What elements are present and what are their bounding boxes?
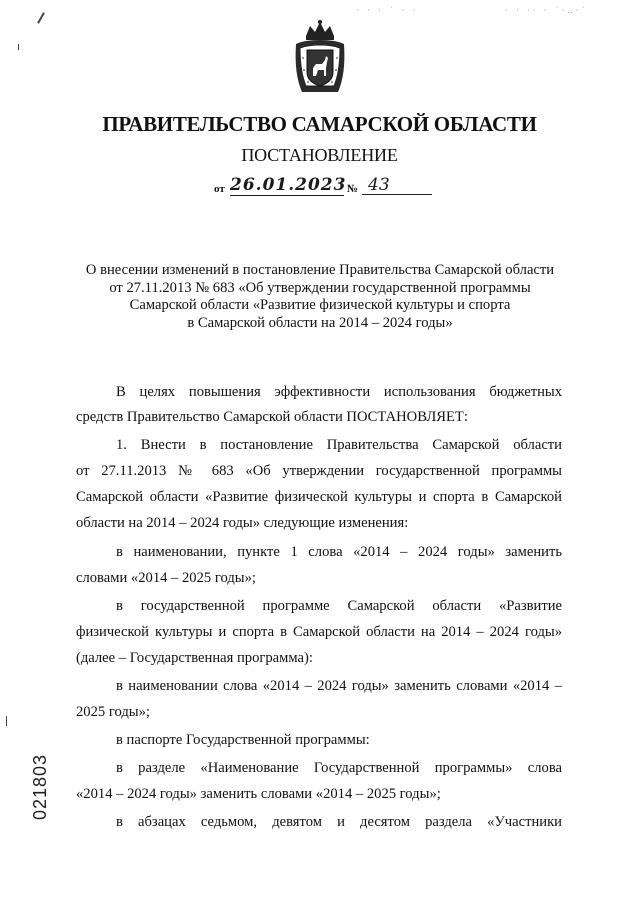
government-title: ПРАВИТЕЛЬСТВО САМАРСКОЙ ОБЛАСТИ [102,112,537,136]
scan-mark [37,12,45,23]
body-line: «2014 – 2024 годы» заменить словами «2014 – 2025 годы»; [76,786,441,802]
subject-line: от 27.11.2013 № 683 «Об утверждении государственной программы [109,279,531,296]
body-line: от 27.11.2013 № 683 «Об утверждении государственной программы [76,463,562,479]
body-line: в наименовании, пункте 1 слова «2014 – 2024 годы» заменить [116,544,562,560]
body-line: физической культуры и спорта в Самарской области на 2014 – 2024 годы» [76,624,562,640]
subject-line: в Самарской области на 2014 – 2024 годы» [187,314,453,331]
body-line: в абзацах седьмом, девятом и десятом раздела «Участники [116,814,562,830]
body-line: Самарской области «Развитие физической культуры и спорта в Самарской [76,489,562,505]
scan-mark [6,716,7,726]
body-line: В целях повышения эффективности использования бюджетных [116,384,562,400]
body-line: в разделе «Наименование Государственной программы» слова [116,760,562,776]
body-line: в государственной программе Самарской области «Развитие [116,598,562,614]
document-number: 43 [362,175,432,195]
scan-mark [18,44,19,50]
document-type: ПОСТАНОВЛЕНИЕ [241,145,398,165]
date-prefix: от [214,183,225,195]
scan-noise: · · · ˙ · · [356,6,419,15]
subject-line: О внесении изменений в постановление Правительства Самарской области [85,262,555,278]
document-date: 26.01.2023 [230,175,347,195]
body-line: области на 2014 – 2024 годы» следующие изменения: [76,515,409,531]
document-subject [60,262,580,332]
body-line: 2025 годы»; [76,704,150,720]
body-line: в паспорте Государственной программы: [116,732,370,748]
registration-code: 021803 [30,753,50,820]
number-prefix: № [347,183,359,195]
body-line: в наименовании слова «2014 – 2024 годы» заменить словами «2014 – [116,678,562,694]
body-line: (далее – Государственная программа): [76,650,313,666]
samara-coat-of-arms-icon [292,18,348,98]
body-line: 1. Внести в постановление Правительства Самарской области [116,437,562,453]
date-number-line [214,177,434,199]
body-line: словами «2014 – 2025 годы»; [76,570,256,586]
body-line: средств Правительство Самарской области ПОСТАНОВЛЯЕТ: [76,409,468,425]
scan-noise: · · ·· · ˙·‥·˙ [505,6,589,15]
subject-line: Самарской области «Развитие физической культуры и спорта [129,297,511,314]
